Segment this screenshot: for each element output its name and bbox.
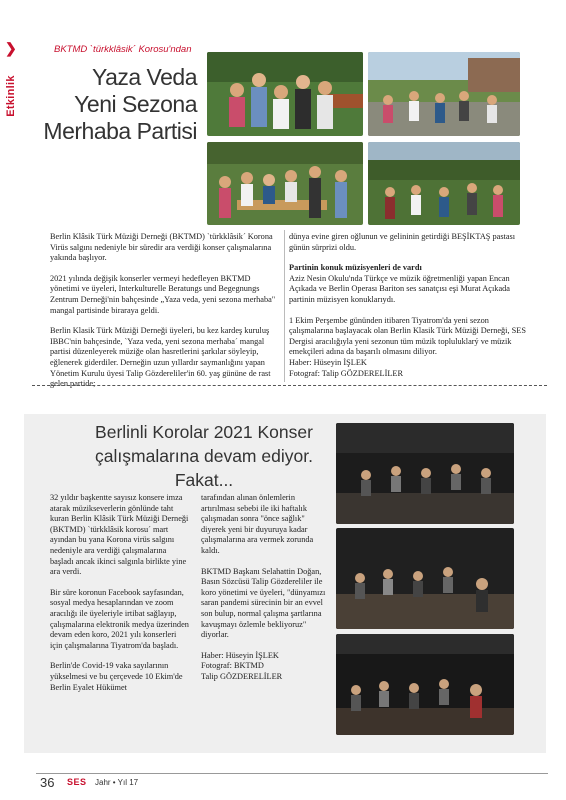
paragraph: Bir süre koronun Facebook sayfasından, sosyal medya hesaplarından ve zoom aracılığı ile üyeleriyle irtibat sağlayıp, çalışmalarına elektronik medya üzerinden devam eden koro, 2021 yılı konserleri için çalışmalarına Tiyatrom'da başladı. xyxy=(50,587,189,650)
page-number: 36 xyxy=(40,775,55,790)
paragraph: Berlin Klâsik Türk Müziği Derneği (BKTMD) `türkklâsik´ Korona Virüs salgını nedeniyle bir süredir ara verdiği konser çalışmalarına yakında başlıyor. xyxy=(50,232,273,263)
article2-column-2 xyxy=(201,493,329,683)
section-tag xyxy=(4,40,18,130)
garden-group-photo xyxy=(207,52,363,136)
article1-title xyxy=(43,64,197,145)
credit-photo-2: Talip GÖZDERELİLER xyxy=(201,671,283,681)
subheading: Partinin konuk müzisyenleri de vardı xyxy=(289,263,422,273)
footer-rule xyxy=(36,773,548,774)
article2-title-line: Berlinli Korolar 2021 Konser xyxy=(95,422,313,442)
table-group-photo xyxy=(207,142,363,225)
paragraph: 2021 yılında değişik konserler vermeyi hedefleyen BKTMD yönetimi ve üyeleri, Interkulturelle Beratungs und Begegnungs Zentrum Derneği'nin bahçesinde „Yaza veda, yeni sezona merhaba" mangal partisinde biraraya geldi. xyxy=(50,273,276,315)
article1-column-2 xyxy=(289,232,529,379)
paragraph: 1 Ekim Perşembe gününden itibaren Tiyatrom'da yeni sezon çalışmalarına başlayacak olan Berlin Klasik Türk Müziği Derneği, SES Dergisi aracılığıyla yeni sezonun tüm müzik topluluklarý ve müzik emekçileri adına da başarılı olmasını diliyor. xyxy=(289,315,526,357)
rehearsal-photo-3 xyxy=(336,634,514,735)
article1-kicker: BKTMD `türkklâsik´ Korosu'ndan xyxy=(54,44,192,55)
credit-news: Haber: Hüseyin İŞLEK xyxy=(201,650,279,660)
column-divider xyxy=(284,230,285,382)
paragraph: Berlin Klasik Türk Müziği Derneği üyeleri, bu kez kardeş kuruluş IBBC'nin bahçesinde, `Yaza veda, yeni sezona merhaba´ mangal partisi düzenleyerek müziğe olan hasretlerini şarkılar söyleyip, eğlenerek giderdiler. Derneğin uzun yıllardır saymanlığını yapan Yönetim Kurulu üyesi Talip Gözdereliler'in 60. yaş gününe de rast gelen partide; xyxy=(50,326,271,389)
article2-column-1 xyxy=(50,493,190,703)
article1-column-1 xyxy=(50,232,280,400)
section-label: Etkinlik xyxy=(5,75,17,117)
credit-photo: Fotograf: BKTMD xyxy=(201,661,264,671)
credit-photo: Fotograf: Talip GÖZDERELİLER xyxy=(289,368,404,378)
article1-title-line: Yeni Sezona xyxy=(74,91,197,117)
paragraph: 32 yıldır başkentte sayısız konsere imza atarak müzikseverlerin gönlünde taht kuran Berlin Klâsik Türk Müziği Derneği (BKTMD) `türkklâsik korosu´ mart ayından bu yana Korona virüs salgını nedeniyle ara verdiği çalışmalarına başladı ancak ikinci salgınla birlikte yine ara verdi. xyxy=(50,493,189,577)
magazine-logo: SES xyxy=(67,777,87,787)
garden-party-photo xyxy=(368,52,520,136)
credit-news: Haber: Hüseyin İŞLEK xyxy=(289,357,367,367)
article2-title-line: çalışmalarına devam ediyor. Fakat... xyxy=(95,446,313,490)
rehearsal-photo-1 xyxy=(336,423,514,524)
garden-tables-photo xyxy=(368,142,520,225)
article-divider xyxy=(32,385,547,386)
article1-title-line: Yaza Veda xyxy=(91,64,197,90)
chevron-right-icon: ❯ xyxy=(5,40,17,56)
paragraph: Aziz Nesin Okulu'nda Türkçe ve müzik öğretmenliği yapan Encan Açıkada ve Berlin Operası Bariton ses sanatçısı eşi Murat Açıkada partinin müzisyen konuklarıydı. xyxy=(289,273,510,304)
rehearsal-photo-2 xyxy=(336,528,514,629)
paragraph: tarafından alınan önlemlerin artırılması sebebi ile iki haftalık çalışmadan sonra "önce sağlık" diyerek yeni bir duyuruya kadar çalışmalarına ara vermek zorunda kaldı. xyxy=(201,493,314,555)
article1-title-line: Merhaba Partisi xyxy=(43,118,197,144)
article2-title xyxy=(64,420,344,492)
paragraph: BKTMD Başkanı Selahattin Doğan, Basın Sözcüsü Talip Gözdereliler ile koro yönetimi ve üyeleri, "dünyamızı saran pandemi sürecinin bir an evvel son bulup, normal çalışma şartlarına kavuşmayı özlemle bekliyoruz" diyorlar. xyxy=(201,566,326,640)
paragraph: Berlin'de Covid-19 vaka sayılarının yükselmesi ve bu çerçevede 10 Ekim'de Berlin Eyalet Hükümet xyxy=(50,661,183,692)
issue-year: Jahr • Yıl 17 xyxy=(95,778,139,787)
paragraph: dünya evine giren oğlunun ve gelininin getirdiği BEŞİKTAŞ pastası günün sürprizi oldu. xyxy=(289,232,516,252)
